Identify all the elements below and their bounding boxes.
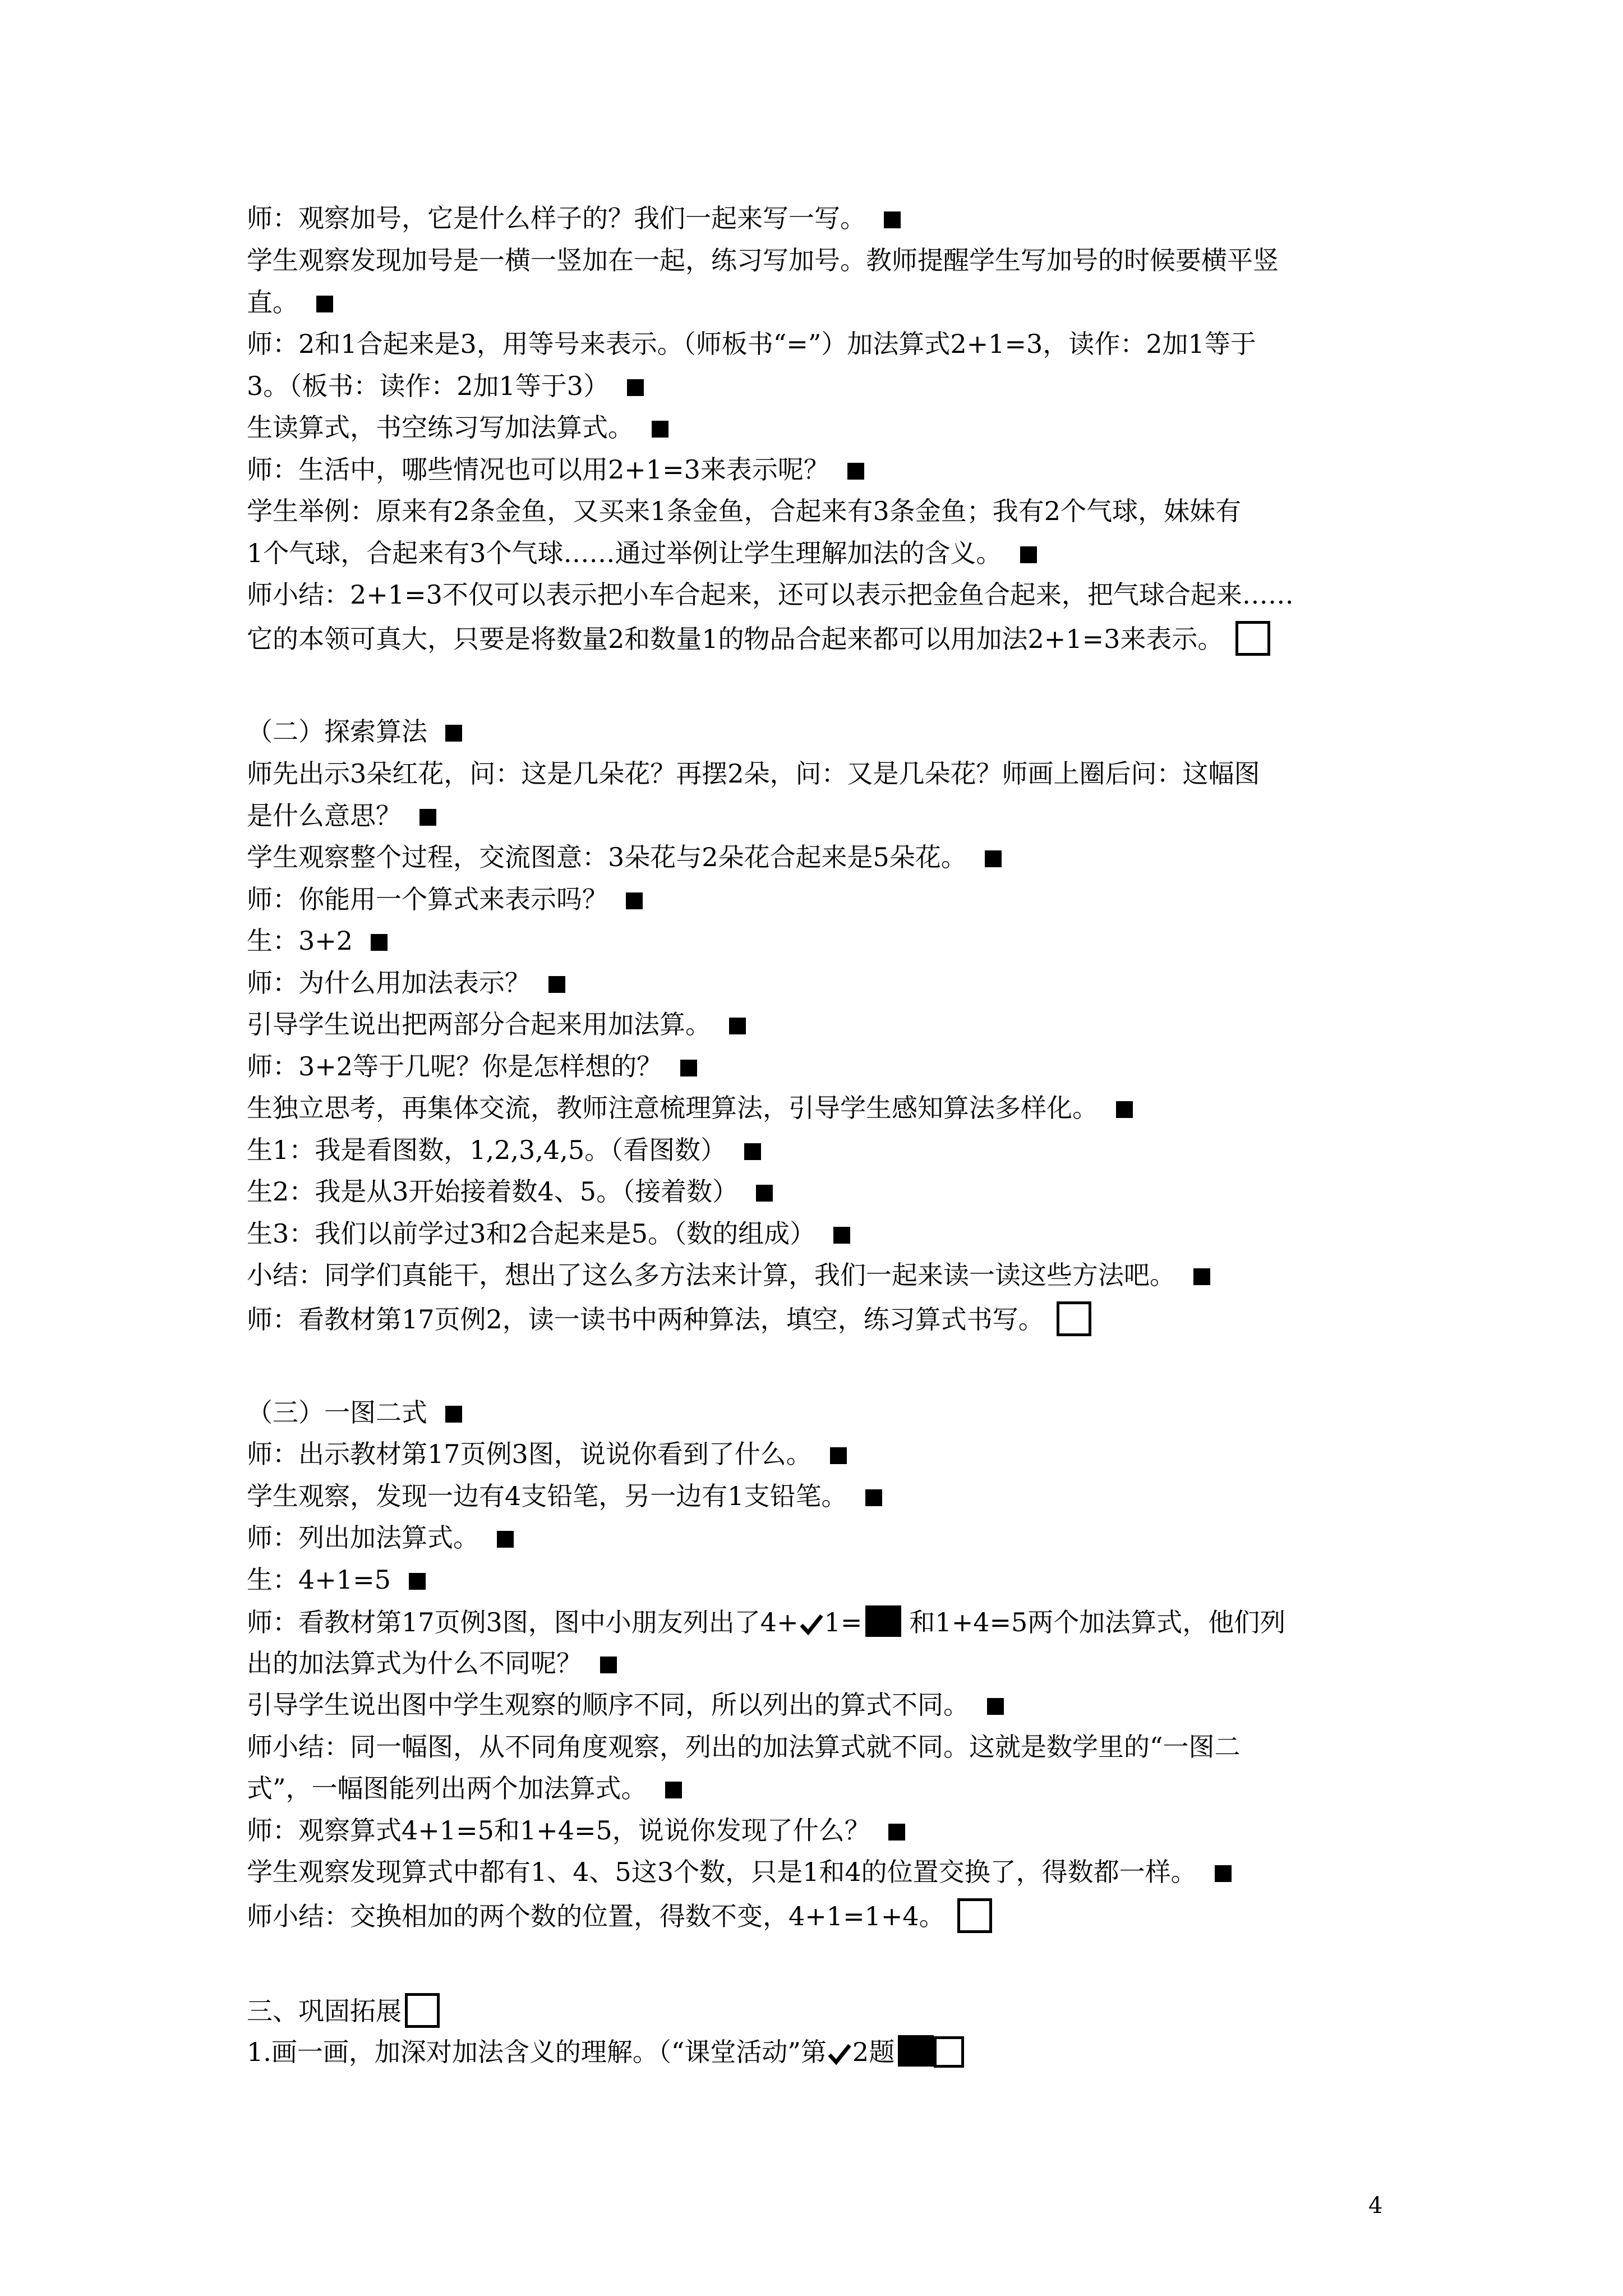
- text-line: 引导学生说出把两部分合起来用加法算。: [247, 1009, 1391, 1040]
- black-square-icon: [987, 1698, 1004, 1715]
- text-line: 出的加法算式为什么不同呢？: [247, 1648, 1391, 1679]
- section-heading: （三）一图二式: [247, 1397, 1391, 1428]
- black-square-icon: [497, 1531, 514, 1548]
- text-line: 学生举例：原来有2条金鱼，又买来1条金鱼，合起来有3条金鱼；我有2个气球，妹妹有: [247, 496, 1242, 526]
- text-line: 师：观察加号，它是什么样子的？我们一起来写一写。: [247, 203, 1391, 234]
- text-line: 生读算式，书空练习写加法算式。: [247, 412, 1391, 443]
- black-square-icon: [1193, 1268, 1210, 1285]
- text-line: 学生观察发现算式中都有1、4、5这3个数，只是1和4的位置交换了，得数都一样。: [247, 1856, 1391, 1888]
- text-line: 学生观察发现加号是一横一竖加在一起，练习写加号。教师提醒学生写加号的时候要横平竖: [247, 245, 1279, 275]
- text-line: 师先出示3朵红花，问：这是几朵花？再摆2朵，问：又是几朵花？师画上圈后问：这幅图: [247, 758, 1260, 789]
- text-line: 师：看教材第17页例2，读一读书中两种算法，填空，练习算式书写。: [247, 1301, 1391, 1336]
- black-square-icon: [600, 1657, 617, 1673]
- black-square-icon: [409, 1573, 426, 1590]
- hollow-square-icon: [934, 2036, 964, 2068]
- black-square-icon: [548, 976, 565, 993]
- black-square-icon: [1116, 1101, 1133, 1118]
- black-square-icon: [1215, 1865, 1232, 1882]
- black-square-icon: [652, 421, 668, 438]
- black-square-icon: [626, 892, 643, 909]
- text-line: 师：生活中，哪些情况也可以用2+1=3来表示呢？: [247, 454, 1391, 485]
- black-square-icon: [744, 1143, 761, 1160]
- text-line: 师：2和1合起来是3，用等号来表示。（师板书“=”）加法算式2+1=3，读作：2加1等于: [247, 329, 1256, 359]
- text-line: 师小结：同一幅图，从不同角度观察，列出的加法算式就不同。这就是数学里的“一图二: [247, 1732, 1241, 1762]
- black-square-icon: [627, 379, 644, 396]
- text-line: 师：看教材第17页例3图，图中小朋友列出了4+ 1= 和1+4=5两个加法算式，他们列: [247, 1605, 1391, 1638]
- black-square-icon: [371, 934, 388, 951]
- black-square-icon: [865, 1605, 901, 1637]
- text-line: 师小结：2+1=3不仅可以表示把小车合起来，还可以表示把金鱼合起来，把气球合起来……: [247, 579, 1294, 610]
- text-line: 师：出示教材第17页例3图，说说你看到了什么。: [247, 1438, 1391, 1470]
- black-square-icon: [898, 2035, 934, 2067]
- checkmark-icon: [828, 2043, 851, 2065]
- text-line: 生：3+2: [247, 925, 1391, 956]
- text-line: 3。（板书：读作：2加1等于3）: [247, 370, 1391, 402]
- section-heading: 三、巩固拓展: [247, 1993, 1391, 2028]
- text-line: 引导学生说出图中学生观察的顺序不同，所以列出的算式不同。: [247, 1689, 1391, 1720]
- text-line: 1个气球，合起来有3个气球……通过举例让学生理解加法的含义。: [247, 537, 1391, 569]
- text-line: 师：为什么用加法表示？: [247, 967, 1391, 999]
- text-line: 师小结：交换相加的两个数的位置，得数不变，4+1=1+4。: [247, 1898, 1391, 1933]
- hollow-square-icon: [957, 1898, 992, 1933]
- black-square-icon: [1020, 546, 1037, 563]
- checkmark-icon: [800, 1613, 823, 1636]
- black-square-icon: [680, 1060, 697, 1076]
- black-square-icon: [729, 1018, 746, 1034]
- black-square-icon: [884, 211, 901, 228]
- page-number: 4: [1368, 2193, 1383, 2219]
- text-line: 师：3+2等于几呢？你是怎样想的？: [247, 1051, 1391, 1082]
- text-line: 小结：同学们真能干，想出了这么多方法来计算，我们一起来读一读这些方法吧。: [247, 1259, 1391, 1291]
- black-square-icon: [445, 1406, 462, 1423]
- text-line: 师：你能用一个算式来表示吗？: [247, 884, 1391, 915]
- text-line: 生2：我是从3开始接着数4、5。（接着数）: [247, 1176, 1391, 1207]
- black-square-icon: [445, 725, 462, 742]
- text-line: 师：列出加法算式。: [247, 1522, 1391, 1553]
- text-line: 学生观察整个过程，交流图意：3朵花与2朵花合起来是5朵花。: [247, 841, 1391, 873]
- text-line: 师：观察算式4+1=5和1+4=5，说说你发现了什么？: [247, 1815, 1391, 1846]
- black-square-icon: [847, 463, 864, 480]
- hollow-square-icon: [1057, 1301, 1091, 1336]
- text-line: 生3：我们以前学过3和2合起来是5。（数的组成）: [247, 1218, 1391, 1249]
- text-line: 是什么意思？: [247, 800, 1391, 831]
- text-line: 它的本领可真大，只要是将数量2和数量1的物品合起来都可以用加法2+1=3来表示。: [247, 621, 1391, 656]
- black-square-icon: [419, 809, 436, 826]
- hollow-square-icon: [405, 1993, 440, 2028]
- text-line: 生独立思考，再集体交流，教师注意梳理算法，引导学生感知算法多样化。: [247, 1092, 1391, 1124]
- black-square-icon: [985, 850, 1002, 867]
- black-square-icon: [316, 296, 333, 312]
- hollow-square-icon: [1235, 621, 1270, 656]
- black-square-icon: [833, 1227, 850, 1244]
- text-line: 1.画一画，加深对加法含义的理解。（“课堂活动”第 2题: [247, 2035, 1391, 2068]
- black-square-icon: [830, 1447, 847, 1464]
- black-square-icon: [865, 1489, 882, 1506]
- black-square-icon: [888, 1824, 905, 1841]
- text-line: 直。: [247, 287, 1391, 318]
- black-square-icon: [665, 1782, 682, 1798]
- text-line: 学生观察，发现一边有4支铅笔，另一边有1支铅笔。: [247, 1480, 1391, 1512]
- text-line: 生1：我是看图数，1,2,3,4,5。（看图数）: [247, 1134, 1391, 1166]
- black-square-icon: [756, 1185, 773, 1202]
- section-heading: （二）探索算法: [247, 716, 1391, 747]
- text-line: 生：4+1=5: [247, 1564, 1391, 1595]
- text-line: 式”，一幅图能列出两个加法算式。: [247, 1773, 1391, 1804]
